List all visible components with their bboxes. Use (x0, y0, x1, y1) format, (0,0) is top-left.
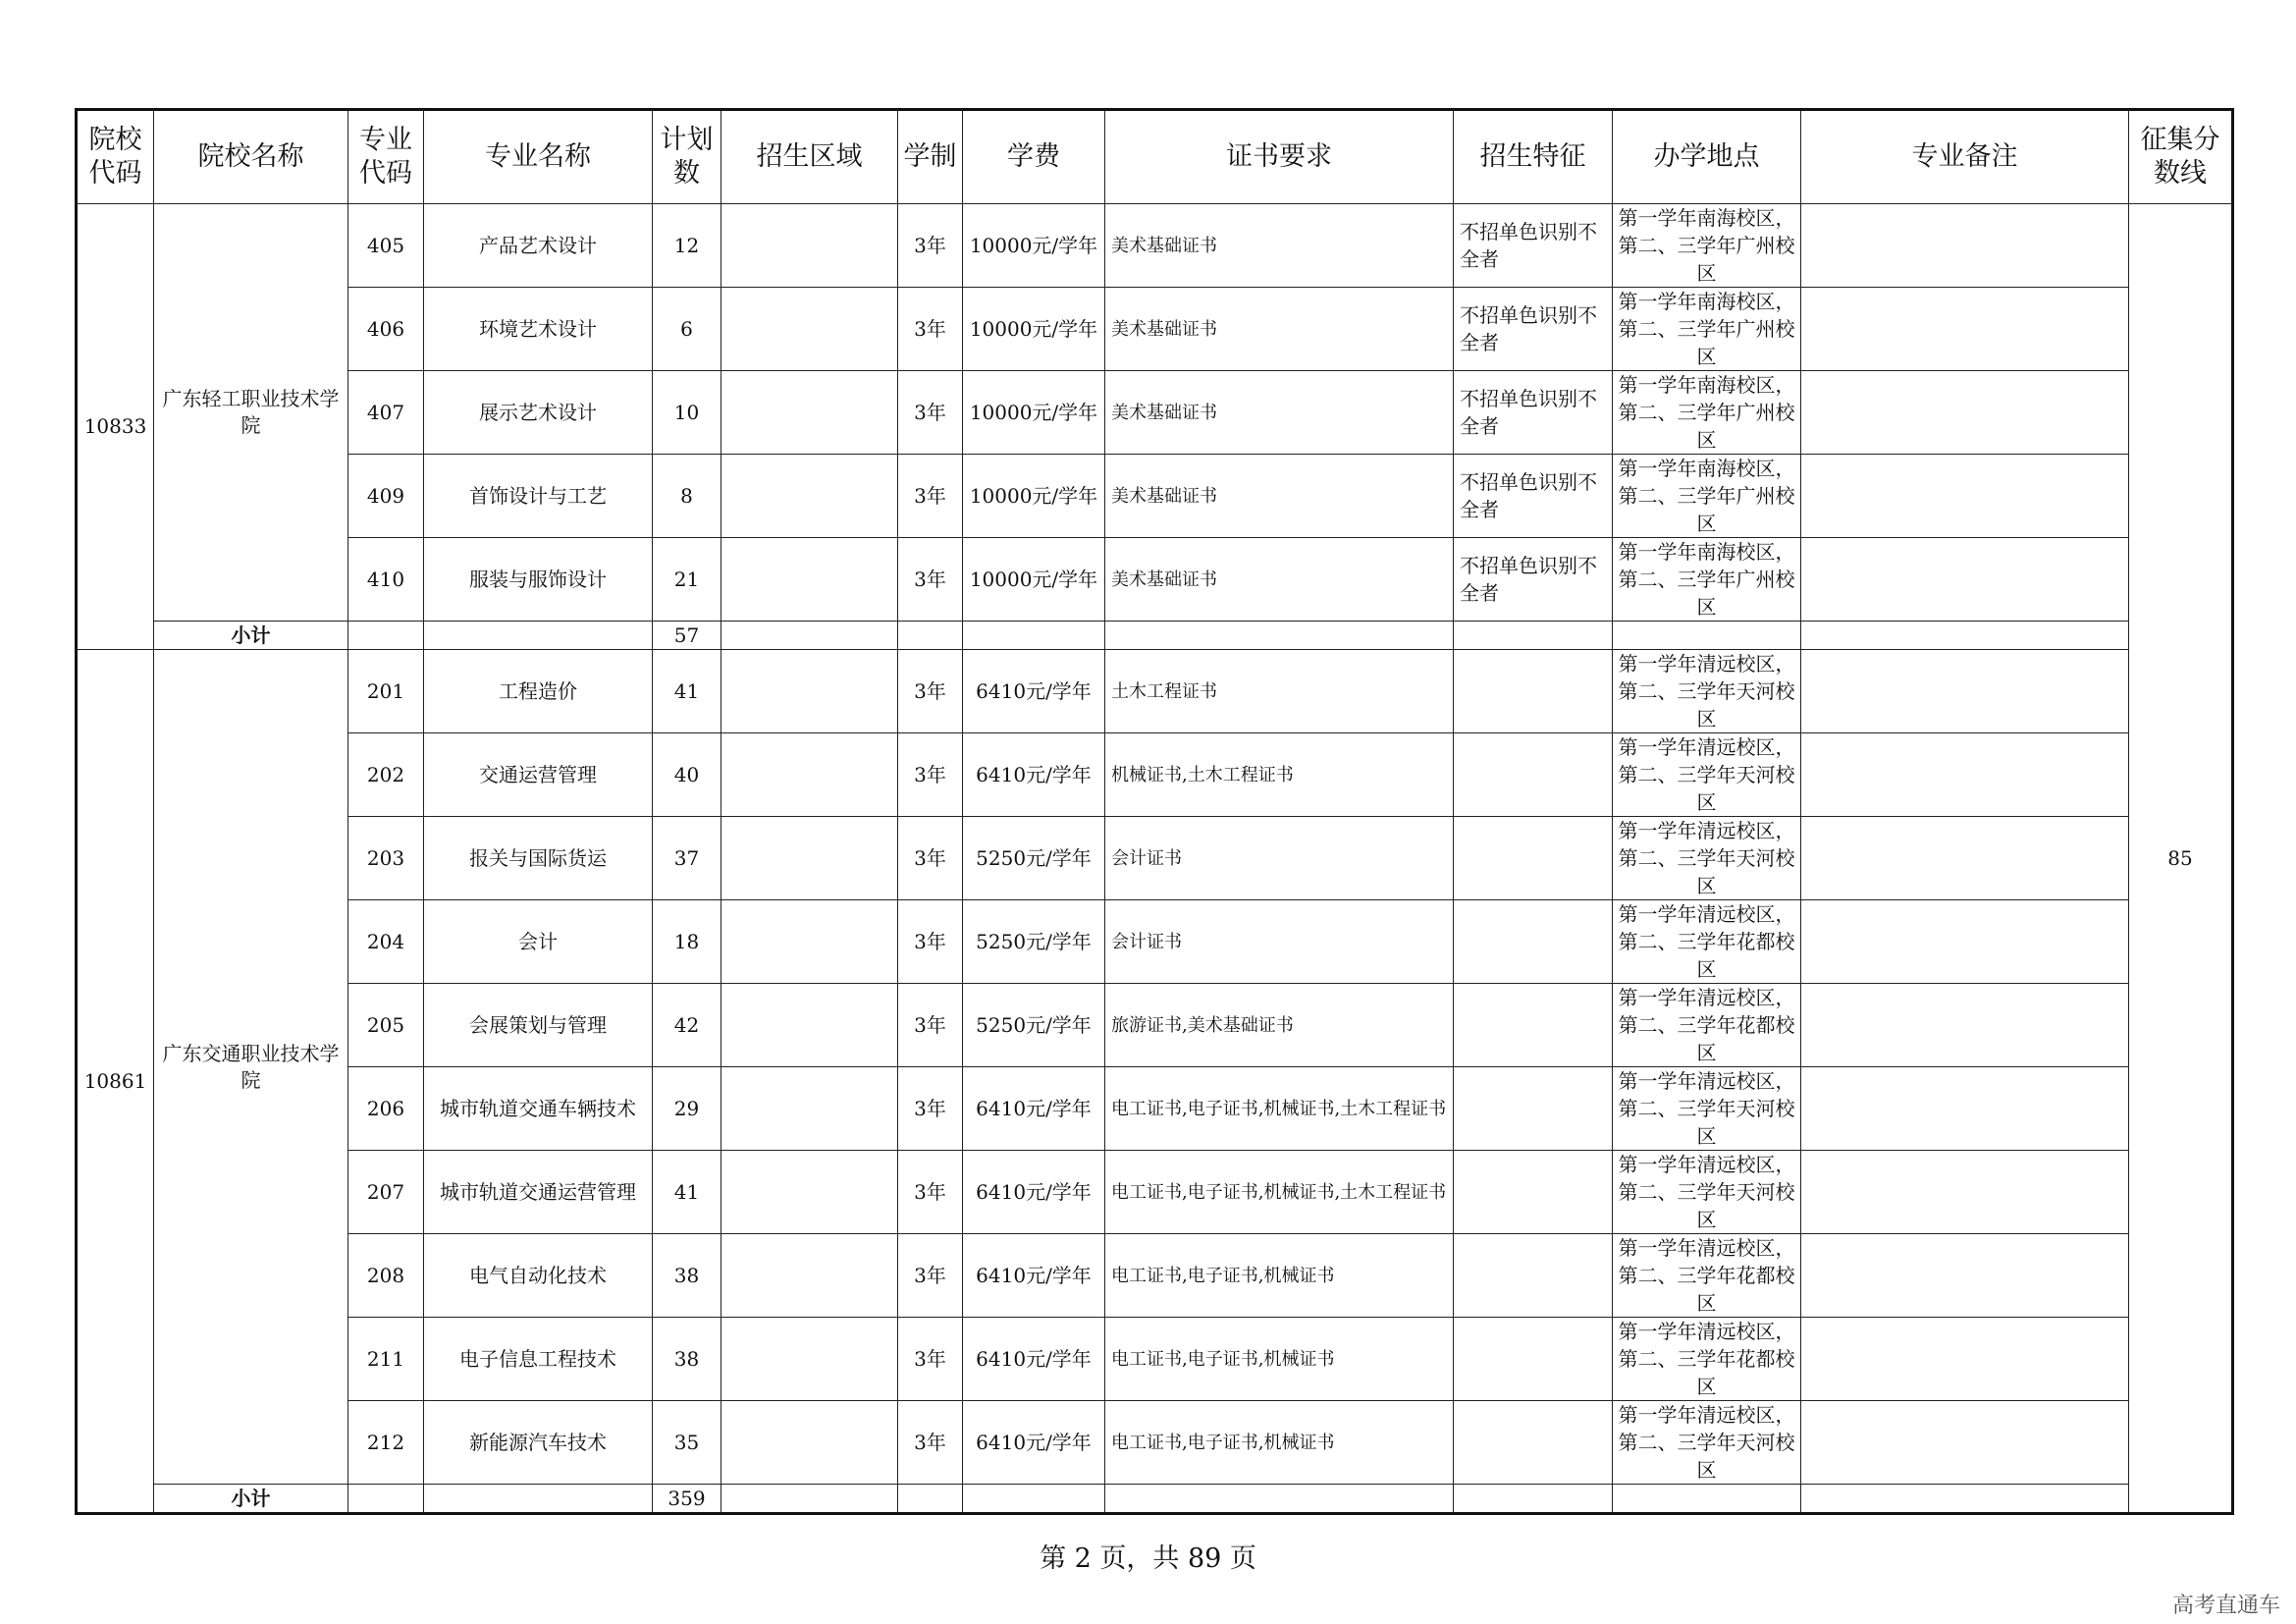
remark-cell (1801, 733, 2129, 817)
major-name-cell: 城市轨道交通车辆技术 (424, 1067, 653, 1151)
table-row (77, 1318, 2233, 1401)
fee-cell: 10000元/学年 (963, 204, 1105, 288)
empty-cell (348, 622, 424, 650)
major-code-cell: 212 (348, 1401, 424, 1485)
plan-cell: 35 (653, 1401, 721, 1485)
cert-cell: 电工证书,电子证书,机械证书,土木工程证书 (1105, 1067, 1454, 1151)
empty-cell (721, 622, 898, 650)
duration-cell: 3年 (898, 733, 963, 817)
duration-cell: 3年 (898, 1318, 963, 1401)
remark-cell (1801, 984, 2129, 1067)
table-row (77, 204, 2233, 288)
remark-cell (1801, 538, 2129, 622)
empty-cell (348, 1485, 424, 1514)
cert-cell: 机械证书,土木工程证书 (1105, 733, 1454, 817)
feature-cell (1454, 650, 1613, 733)
empty-cell (1105, 622, 1454, 650)
major-name-cell: 报关与国际货运 (424, 817, 653, 900)
header-fee: 学费 (963, 110, 1105, 204)
fee-cell: 10000元/学年 (963, 455, 1105, 538)
subtotal-row (77, 1485, 2233, 1514)
plan-cell: 38 (653, 1318, 721, 1401)
cert-cell: 美术基础证书 (1105, 538, 1454, 622)
table-row (77, 288, 2233, 371)
region-cell (721, 1401, 898, 1485)
table-row (77, 1067, 2233, 1151)
table-row (77, 371, 2233, 455)
location-cell: 第一学年清远校区，第二、三学年花都校区 (1613, 1318, 1801, 1401)
duration-cell: 3年 (898, 817, 963, 900)
fee-cell: 10000元/学年 (963, 288, 1105, 371)
empty-cell (1613, 622, 1801, 650)
table-row (77, 650, 2233, 733)
major-name-cell: 交通运营管理 (424, 733, 653, 817)
major-code-cell: 202 (348, 733, 424, 817)
remark-cell (1801, 455, 2129, 538)
school-name-cell: 广东交通职业技术学院 (154, 650, 348, 1485)
major-code-cell: 211 (348, 1318, 424, 1401)
cert-cell: 电工证书,电子证书,机械证书 (1105, 1401, 1454, 1485)
fee-cell: 6410元/学年 (963, 1067, 1105, 1151)
duration-cell: 3年 (898, 538, 963, 622)
subtotal-plan: 359 (653, 1485, 721, 1514)
remark-cell (1801, 288, 2129, 371)
location-cell: 第一学年清远校区，第二、三学年天河校区 (1613, 650, 1801, 733)
feature-cell (1454, 1151, 1613, 1234)
plan-cell: 21 (653, 538, 721, 622)
major-code-cell: 206 (348, 1067, 424, 1151)
major-code-cell: 201 (348, 650, 424, 733)
feature-cell: 不招单色识别不全者 (1454, 455, 1613, 538)
location-cell: 第一学年南海校区，第二、三学年广州校区 (1613, 538, 1801, 622)
duration-cell: 3年 (898, 455, 963, 538)
major-name-cell: 城市轨道交通运营管理 (424, 1151, 653, 1234)
fee-cell: 5250元/学年 (963, 817, 1105, 900)
subtotal-plan: 57 (653, 622, 721, 650)
empty-cell (898, 1485, 963, 1514)
remark-cell (1801, 1318, 2129, 1401)
header-cert: 证书要求 (1105, 110, 1454, 204)
header-row (77, 110, 2233, 204)
table-row (77, 1234, 2233, 1318)
major-name-cell: 服装与服饰设计 (424, 538, 653, 622)
school-code-cell: 10861 (77, 650, 154, 1514)
cert-cell: 旅游证书,美术基础证书 (1105, 984, 1454, 1067)
page-footer: 第 2 页，共 89 页 (1040, 1543, 1256, 1574)
plan-cell: 6 (653, 288, 721, 371)
fee-cell: 10000元/学年 (963, 371, 1105, 455)
major-code-cell: 207 (348, 1151, 424, 1234)
school-name-cell: 广东轻工职业技术学院 (154, 204, 348, 622)
fee-cell: 6410元/学年 (963, 1151, 1105, 1234)
watermark: 高考直通车 (2171, 1594, 2280, 1618)
major-code-cell: 204 (348, 900, 424, 984)
feature-cell (1454, 1067, 1613, 1151)
fee-cell: 6410元/学年 (963, 1401, 1105, 1485)
feature-cell (1454, 1318, 1613, 1401)
major-name-cell: 展示艺术设计 (424, 371, 653, 455)
major-code-cell: 407 (348, 371, 424, 455)
cert-cell: 电工证书,电子证书,机械证书 (1105, 1234, 1454, 1318)
major-name-cell: 环境艺术设计 (424, 288, 653, 371)
region-cell (721, 538, 898, 622)
header-plan: 计划数 (653, 110, 721, 204)
region-cell (721, 984, 898, 1067)
major-name-cell: 新能源汽车技术 (424, 1401, 653, 1485)
location-cell: 第一学年清远校区，第二、三学年天河校区 (1613, 1151, 1801, 1234)
remark-cell (1801, 371, 2129, 455)
region-cell (721, 455, 898, 538)
location-cell: 第一学年清远校区，第二、三学年天河校区 (1613, 1401, 1801, 1485)
plan-cell: 29 (653, 1067, 721, 1151)
location-cell: 第一学年清远校区，第二、三学年花都校区 (1613, 984, 1801, 1067)
plan-cell: 42 (653, 984, 721, 1067)
cert-cell: 电工证书,电子证书,机械证书 (1105, 1318, 1454, 1401)
admission-table-container (75, 108, 2231, 1515)
empty-cell (1454, 622, 1613, 650)
remark-cell (1801, 650, 2129, 733)
feature-cell: 不招单色识别不全者 (1454, 204, 1613, 288)
header-region: 招生区域 (721, 110, 898, 204)
cert-cell: 电工证书,电子证书,机械证书,土木工程证书 (1105, 1151, 1454, 1234)
school-code-cell: 10833 (77, 204, 154, 650)
location-cell: 第一学年南海校区，第二、三学年广州校区 (1613, 288, 1801, 371)
location-cell: 第一学年清远校区，第二、三学年花都校区 (1613, 1234, 1801, 1318)
table-row (77, 900, 2233, 984)
plan-cell: 38 (653, 1234, 721, 1318)
empty-cell (898, 622, 963, 650)
header-duration: 学制 (898, 110, 963, 204)
region-cell (721, 1067, 898, 1151)
feature-cell (1454, 1234, 1613, 1318)
location-cell: 第一学年南海校区，第二、三学年广州校区 (1613, 371, 1801, 455)
remark-cell (1801, 900, 2129, 984)
fee-cell: 6410元/学年 (963, 650, 1105, 733)
cert-cell: 美术基础证书 (1105, 455, 1454, 538)
plan-cell: 10 (653, 371, 721, 455)
fee-cell: 5250元/学年 (963, 984, 1105, 1067)
major-name-cell: 电子信息工程技术 (424, 1318, 653, 1401)
cert-cell: 美术基础证书 (1105, 288, 1454, 371)
header-school-name: 院校名称 (154, 110, 348, 204)
table-row (77, 817, 2233, 900)
feature-cell: 不招单色识别不全者 (1454, 288, 1613, 371)
feature-cell (1454, 984, 1613, 1067)
table-row (77, 1151, 2233, 1234)
empty-cell (1801, 622, 2129, 650)
region-cell (721, 900, 898, 984)
duration-cell: 3年 (898, 900, 963, 984)
location-cell: 第一学年清远校区，第二、三学年花都校区 (1613, 900, 1801, 984)
duration-cell: 3年 (898, 984, 963, 1067)
cert-cell: 土木工程证书 (1105, 650, 1454, 733)
duration-cell: 3年 (898, 1234, 963, 1318)
cert-cell: 美术基础证书 (1105, 204, 1454, 288)
region-cell (721, 1318, 898, 1401)
empty-cell (721, 1485, 898, 1514)
location-cell: 第一学年清远校区，第二、三学年天河校区 (1613, 733, 1801, 817)
empty-cell (963, 622, 1105, 650)
region-cell (721, 288, 898, 371)
plan-cell: 12 (653, 204, 721, 288)
feature-cell (1454, 1401, 1613, 1485)
feature-cell (1454, 817, 1613, 900)
duration-cell: 3年 (898, 1401, 963, 1485)
duration-cell: 3年 (898, 288, 963, 371)
remark-cell (1801, 817, 2129, 900)
plan-cell: 37 (653, 817, 721, 900)
fee-cell: 6410元/学年 (963, 1318, 1105, 1401)
remark-cell (1801, 1234, 2129, 1318)
remark-cell (1801, 1151, 2129, 1234)
fee-cell: 6410元/学年 (963, 1234, 1105, 1318)
region-cell (721, 733, 898, 817)
fee-cell: 5250元/学年 (963, 900, 1105, 984)
region-cell (721, 1234, 898, 1318)
location-cell: 第一学年清远校区，第二、三学年天河校区 (1613, 1067, 1801, 1151)
subtotal-label: 小计 (154, 1485, 348, 1514)
major-code-cell: 410 (348, 538, 424, 622)
table-body (77, 204, 2233, 1514)
table-row (77, 1401, 2233, 1485)
empty-cell (1454, 1485, 1613, 1514)
header-school-code: 院校代码 (77, 110, 154, 204)
header-feature: 招生特征 (1454, 110, 1613, 204)
duration-cell: 3年 (898, 1067, 963, 1151)
plan-cell: 18 (653, 900, 721, 984)
major-code-cell: 208 (348, 1234, 424, 1318)
location-cell: 第一学年南海校区，第二、三学年广州校区 (1613, 204, 1801, 288)
table-row (77, 538, 2233, 622)
header-location: 办学地点 (1613, 110, 1801, 204)
major-name-cell: 首饰设计与工艺 (424, 455, 653, 538)
table-row (77, 984, 2233, 1067)
region-cell (721, 817, 898, 900)
location-cell: 第一学年清远校区，第二、三学年天河校区 (1613, 817, 1801, 900)
remark-cell (1801, 1067, 2129, 1151)
cert-cell: 会计证书 (1105, 817, 1454, 900)
empty-cell (424, 1485, 653, 1514)
region-cell (721, 371, 898, 455)
subtotal-row (77, 622, 2233, 650)
fee-cell: 6410元/学年 (963, 733, 1105, 817)
table-row (77, 455, 2233, 538)
header-remark: 专业备注 (1801, 110, 2129, 204)
cutoff-score-cell: 85 (2129, 204, 2233, 1514)
feature-cell: 不招单色识别不全者 (1454, 371, 1613, 455)
major-name-cell: 工程造价 (424, 650, 653, 733)
table-row (77, 733, 2233, 817)
remark-cell (1801, 204, 2129, 288)
region-cell (721, 650, 898, 733)
empty-cell (1105, 1485, 1454, 1514)
remark-cell (1801, 1401, 2129, 1485)
location-cell: 第一学年南海校区，第二、三学年广州校区 (1613, 455, 1801, 538)
duration-cell: 3年 (898, 371, 963, 455)
header-major-name: 专业名称 (424, 110, 653, 204)
feature-cell (1454, 733, 1613, 817)
feature-cell (1454, 900, 1613, 984)
plan-cell: 41 (653, 650, 721, 733)
major-name-cell: 电气自动化技术 (424, 1234, 653, 1318)
feature-cell: 不招单色识别不全者 (1454, 538, 1613, 622)
duration-cell: 3年 (898, 1151, 963, 1234)
admission-table (75, 108, 2234, 1515)
major-code-cell: 405 (348, 204, 424, 288)
major-code-cell: 406 (348, 288, 424, 371)
major-code-cell: 409 (348, 455, 424, 538)
cert-cell: 美术基础证书 (1105, 371, 1454, 455)
empty-cell (1801, 1485, 2129, 1514)
subtotal-label: 小计 (154, 622, 348, 650)
plan-cell: 41 (653, 1151, 721, 1234)
cert-cell: 会计证书 (1105, 900, 1454, 984)
major-code-cell: 205 (348, 984, 424, 1067)
empty-cell (424, 622, 653, 650)
duration-cell: 3年 (898, 650, 963, 733)
header-cutoff: 征集分数线 (2129, 110, 2233, 204)
region-cell (721, 204, 898, 288)
fee-cell: 10000元/学年 (963, 538, 1105, 622)
major-name-cell: 会计 (424, 900, 653, 984)
plan-cell: 8 (653, 455, 721, 538)
empty-cell (963, 1485, 1105, 1514)
header-major-code: 专业代码 (348, 110, 424, 204)
major-name-cell: 会展策划与管理 (424, 984, 653, 1067)
duration-cell: 3年 (898, 204, 963, 288)
major-code-cell: 203 (348, 817, 424, 900)
region-cell (721, 1151, 898, 1234)
plan-cell: 40 (653, 733, 721, 817)
major-name-cell: 产品艺术设计 (424, 204, 653, 288)
empty-cell (1613, 1485, 1801, 1514)
